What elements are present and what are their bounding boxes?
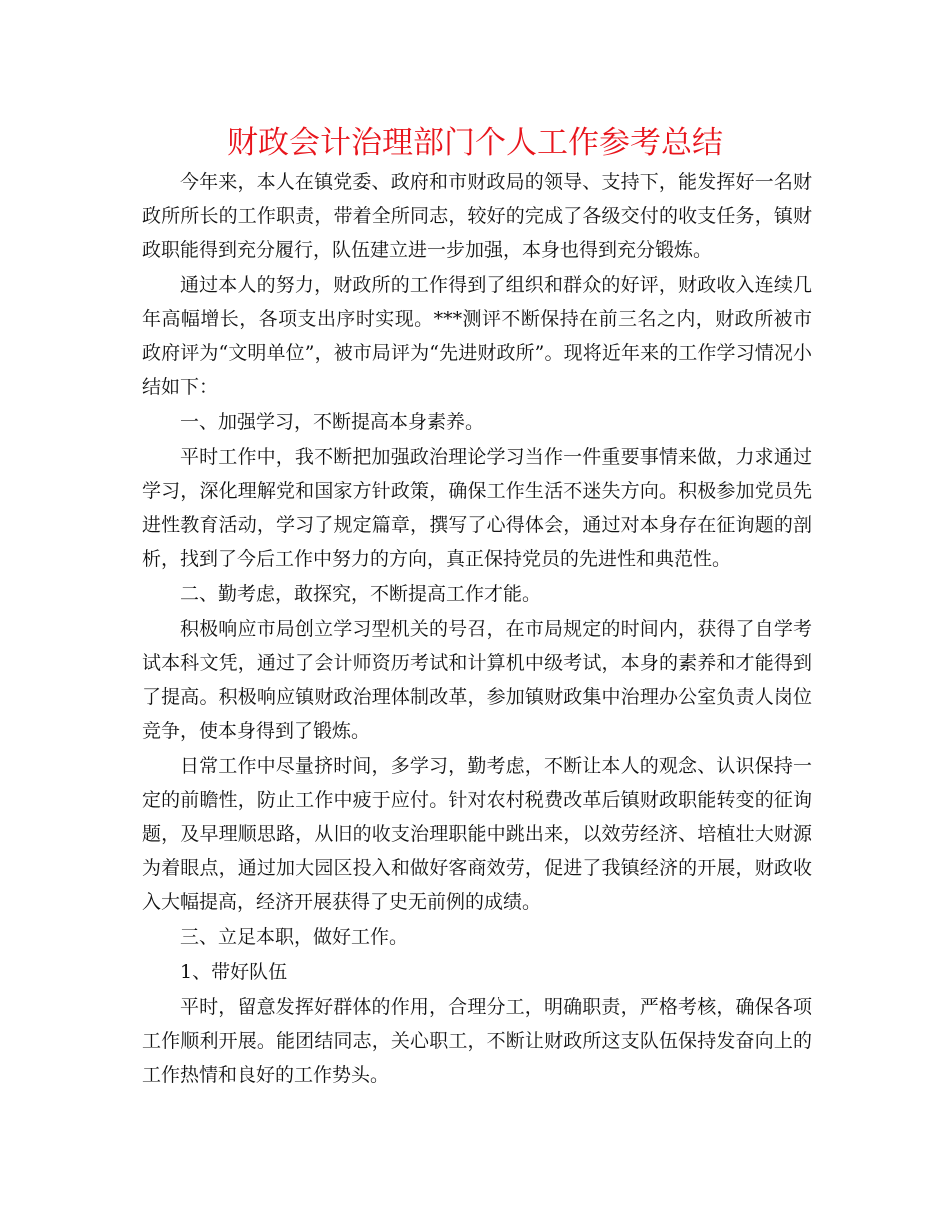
paragraph-intro: 今年来，本人在镇党委、政府和市财政局的领导、支持下，能发挥好一名财政所所长的工作职责，带着全所同志，较好的完成了各级交付的收支任务，镇财政职能得到充分履行，队伍建立进一步加强，本身也得到充分锻炼。 xyxy=(142,171,812,261)
paragraph-learning-org: 积极响应市局创立学习型机关的号召，在市局规定的时间内，获得了自学考试本科文凭，通过了会计师资历考试和计算机中级考试，本身的素养和才能得到了提高。积极响应镇财政治理体制改革，参加镇财政集中治理办公室负责人岗位竞争，使本身得到了锻炼。 xyxy=(142,618,812,742)
paragraph-daily-work: 日常工作中尽量挤时间，多学习，勤考虑，不断让本人的观念、认识保持一定的前瞻性，防止工作中疲于应付。针对农村税费改革后镇财政职能转变的征询题，及早理顺思路，从旧的收支治理职能中跳出来，以效劳经济、培植壮大财源为着眼点，通过加大园区投入和做好客商效劳，促进了我镇经济的开展，财政收入大幅提高，经济开展获得了史无前例的成绩。 xyxy=(142,755,812,913)
section-heading-3: 三、立足本职，做好工作。 xyxy=(180,926,409,948)
section-heading-1: 一、加强学习，不断提高本身素养。 xyxy=(180,411,485,433)
document-title: 财政会计治理部门个人工作参考总结 xyxy=(227,125,723,161)
document-body xyxy=(142,165,812,1093)
subsection-heading-1: 1、带好队伍 xyxy=(180,961,288,983)
section-heading-2: 二、勤考虑，敢探究，不断提高工作才能。 xyxy=(180,583,542,605)
paragraph-achievements: 通过本人的努力，财政所的工作得到了组织和群众的好评，财政收入连续几年高幅增长，各项支出序时实现。***测评不断保持在前三名之内，财政所被市政府评为“文明单位”，被市局评为“先进财政所”。现将近年来的工作学习情况小结如下： xyxy=(142,274,812,398)
paragraph-team: 平时，留意发挥好群体的作用，合理分工，明确职责，严格考核，确保各项工作顺利开展。能团结同志，关心职工，不断让财政所这支队伍保持发奋向上的工作热情和良好的工作势头。 xyxy=(142,996,812,1086)
paragraph-study: 平时工作中，我不断把加强政治理论学习当作一件重要事情来做，力求通过学习，深化理解党和国家方针政策，确保工作生活不迷失方向。积极参加党员先进性教育活动，学习了规定篇章，撰写了心得体会，通过对本身存在征询题的剖析，找到了今后工作中努力的方向，真正保持党员的先进性和典范性。 xyxy=(142,446,812,570)
